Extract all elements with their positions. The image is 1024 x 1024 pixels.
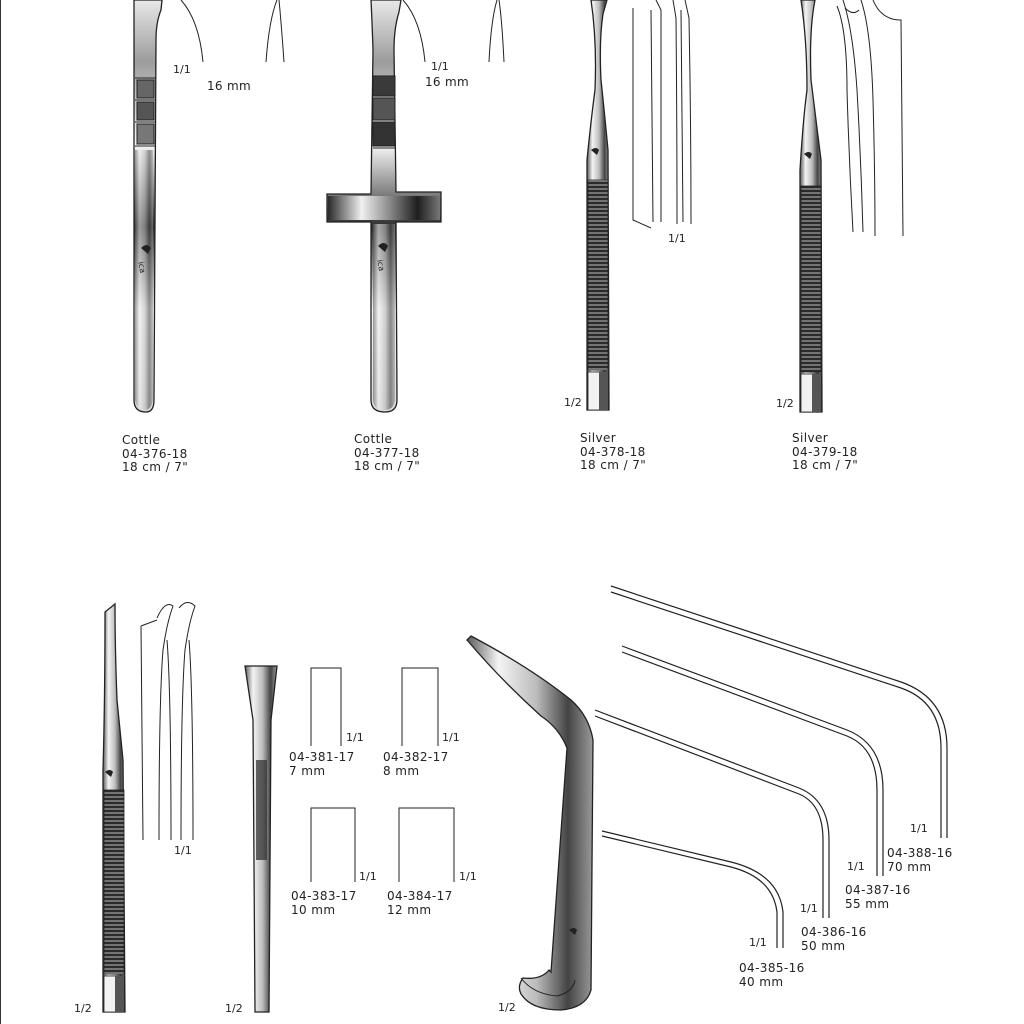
instrument-name: Cottle [122,433,161,447]
tip-outline-381 [311,668,341,746]
scale-label: 1/1 [173,63,191,76]
article-code: 04-381-17 [289,750,355,764]
article-code: 04-384-17 [387,889,453,903]
rod-04-385-16 [602,831,783,948]
tip-width: 8 mm [383,763,420,778]
scale-label: 1/2 [564,396,582,409]
article-code: 04-383-17 [291,889,357,903]
instrument-length: 18 cm / 7" [122,460,189,474]
caption-rod-385 [739,962,805,989]
article-code: 04-388-16 [887,846,953,860]
scale-label: 1/2 [225,1002,243,1015]
scale-label: 1/1 [749,936,767,949]
scale-label: 1/1 [442,731,460,744]
scale-label: 1/1 [359,870,377,883]
caption-tip-381 [289,751,355,778]
tip-outline-384 [399,808,454,882]
serrated-tip-detail [141,602,195,840]
scale-label: 1/1 [431,60,449,73]
caption-silver-2 [792,432,858,473]
tip-size-label: 16 mm [207,79,251,93]
instrument-illustrations [1,0,1024,1024]
cottle-elevator-2 [327,0,441,412]
instrument-name: Silver [792,431,829,445]
caption-silver-1 [580,432,646,473]
scale-label: 1/1 [847,860,865,873]
scale-label: 1/1 [800,902,818,915]
tip-outline-382 [402,668,438,746]
scale-label: 1/1 [910,822,928,835]
article-code: 04-378-18 [580,444,646,459]
rod-length: 40 mm [739,974,784,989]
serrated-elevator [103,604,125,1012]
silver-elevator-1 [587,0,609,410]
flat-elevator [245,666,277,1012]
article-code: 04-385-16 [739,961,805,975]
article-code: 04-386-16 [801,925,867,939]
caption-rod-386 [801,926,867,953]
rod-length: 70 mm [887,859,932,874]
tip-width: 10 mm [291,902,336,917]
tip-width: 7 mm [289,763,326,778]
caption-tip-384 [387,890,453,917]
rod-04-388-16 [611,586,947,838]
caption-tip-382 [383,751,449,778]
bent-elevator [467,636,593,1010]
rod-length: 50 mm [801,938,846,953]
article-code: 04-376-18 [122,446,188,461]
silver-elevator-2 [800,0,822,412]
caption-tip-383 [291,890,357,917]
scale-label: 1/2 [74,1002,92,1015]
caption-rod-388 [887,847,953,874]
cottle-1-tip-detail [181,0,284,62]
caption-rod-387 [845,884,911,911]
cottle-2-tip-detail [403,0,504,62]
caption-cottle-1 [122,434,188,475]
cottle-elevator-1 [134,0,162,412]
caption-cottle-2 [354,433,420,474]
svg-text:ica: ica [375,258,387,272]
rod-length: 55 mm [845,896,890,911]
article-code: 04-382-17 [383,750,449,764]
article-code: 04-387-16 [845,883,911,897]
scale-label: 1/1 [668,232,686,245]
scale-label: 1/1 [459,870,477,883]
instrument-name: Cottle [354,432,393,446]
instrument-length: 18 cm / 7" [792,458,859,472]
instrument-length: 18 cm / 7" [580,458,647,472]
rod-04-387-16 [622,646,883,876]
rod-04-386-16 [595,710,829,918]
article-code: 04-377-18 [354,445,420,460]
tip-width: 12 mm [387,902,432,917]
tip-outline-383 [311,808,355,882]
silver-1-tip-detail [633,0,691,228]
scale-label: 1/1 [346,731,364,744]
scale-label: 1/2 [498,1001,516,1014]
article-code: 04-379-18 [792,444,858,459]
instrument-name: Silver [580,431,617,445]
silver-2-tip-detail [837,0,903,236]
scale-label: 1/2 [776,397,794,410]
tip-size-label: 16 mm [425,75,469,89]
instrument-length: 18 cm / 7" [354,459,421,473]
scale-label: 1/1 [174,844,192,857]
svg-text:ica: ica [136,260,148,274]
